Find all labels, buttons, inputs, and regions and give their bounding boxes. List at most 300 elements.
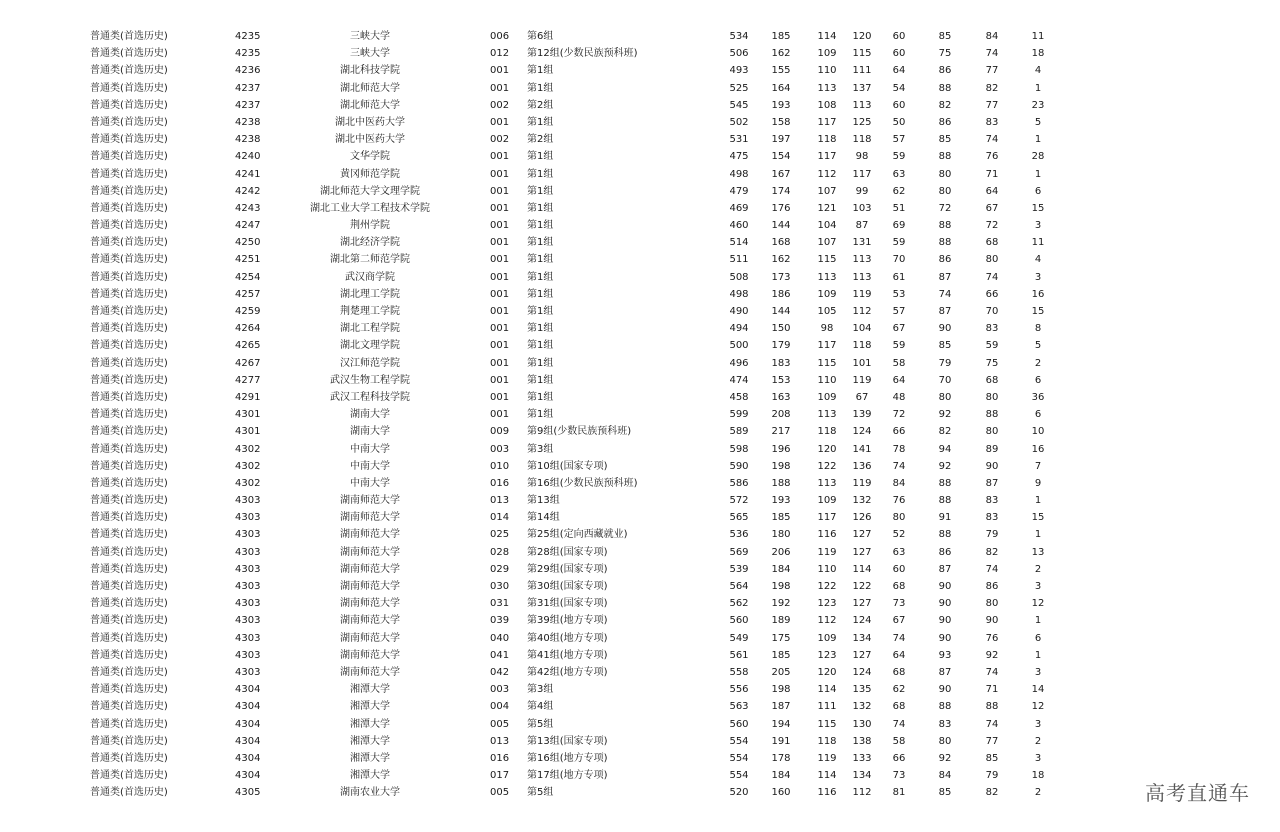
- score-cell: 107: [817, 237, 837, 249]
- score-cell: 198: [771, 581, 791, 592]
- table-row: [0, 183, 1280, 200]
- score-cell: 599: [729, 409, 749, 421]
- score-cell: 90: [938, 684, 952, 696]
- school-name-cell: 湖南师范大学: [340, 598, 400, 610]
- school-code-cell: 4303: [235, 666, 261, 678]
- score-cell: 117: [817, 116, 837, 128]
- score-cell: 176: [771, 202, 791, 214]
- score-cell: 68: [985, 374, 999, 386]
- school-code-cell: 4236: [235, 65, 261, 77]
- score-cell: 88: [938, 529, 952, 541]
- score-cell: 186: [771, 288, 791, 300]
- school-code-cell: 4301: [235, 426, 261, 438]
- score-cell: 82: [985, 546, 999, 558]
- score-cell: 586: [729, 477, 749, 489]
- count-cell: 8: [1034, 323, 1042, 335]
- score-cell: 119: [852, 477, 872, 489]
- table-row: [0, 97, 1280, 114]
- table-row: [0, 320, 1280, 337]
- score-cell: 111: [817, 701, 837, 713]
- score-cell: 126: [852, 512, 872, 524]
- score-cell: 493: [729, 65, 749, 77]
- group-code-cell: 013: [490, 735, 510, 747]
- table-row: [0, 767, 1280, 784]
- score-cell: 76: [985, 151, 999, 163]
- category-cell: 普通类(首选历史): [90, 202, 168, 214]
- group-name-cell: 第39组(地方专项): [527, 615, 608, 627]
- score-cell: 90: [938, 632, 952, 644]
- score-cell: 101: [852, 357, 872, 369]
- table-row: [0, 251, 1280, 268]
- score-cell: 120: [817, 666, 837, 678]
- score-cell: 88: [938, 701, 952, 713]
- score-cell: 162: [771, 254, 791, 266]
- score-cell: 75: [938, 48, 952, 60]
- school-name-cell: 湖南师范大学: [340, 546, 400, 558]
- count-cell: 2: [1034, 787, 1042, 799]
- school-name-cell: 中南大学: [350, 460, 390, 472]
- score-cell: 558: [729, 666, 749, 678]
- group-code-cell: 001: [490, 237, 510, 249]
- score-cell: 107: [817, 185, 837, 197]
- score-cell: 141: [852, 443, 872, 455]
- score-cell: 125: [852, 116, 872, 128]
- group-code-cell: 030: [490, 581, 510, 592]
- table-row: [0, 509, 1280, 526]
- score-cell: 121: [817, 202, 837, 214]
- score-cell: 120: [817, 443, 837, 455]
- score-cell: 58: [892, 735, 906, 747]
- school-name-cell: 湖南师范大学: [340, 632, 400, 644]
- score-cell: 531: [729, 134, 749, 146]
- score-cell: 86: [938, 254, 952, 266]
- group-name-cell: 第12组(少数民族预科班): [527, 48, 638, 60]
- table-row: [0, 561, 1280, 578]
- score-cell: 86: [938, 116, 952, 128]
- group-name-cell: 第4组: [527, 701, 554, 713]
- score-cell: 113: [852, 99, 872, 111]
- score-cell: 590: [729, 460, 749, 472]
- score-cell: 74: [985, 48, 999, 60]
- table-row: [0, 131, 1280, 148]
- table-row: [0, 526, 1280, 543]
- category-cell: 普通类(首选历史): [90, 116, 168, 128]
- school-code-cell: 4243: [235, 202, 261, 214]
- score-cell: 94: [938, 443, 952, 455]
- score-cell: 160: [771, 787, 791, 799]
- score-cell: 92: [938, 460, 952, 472]
- score-cell: 127: [852, 649, 872, 661]
- score-cell: 64: [892, 374, 906, 386]
- group-name-cell: 第10组(国家专项): [527, 460, 608, 472]
- count-cell: 13: [1031, 546, 1045, 558]
- group-code-cell: 001: [490, 340, 510, 352]
- group-code-cell: 001: [490, 185, 510, 197]
- category-cell: 普通类(首选历史): [90, 357, 168, 369]
- school-name-cell: 湖北文理学院: [340, 340, 400, 352]
- score-cell: 114: [852, 563, 872, 575]
- score-cell: 67: [892, 323, 906, 335]
- table-row: [0, 372, 1280, 389]
- school-code-cell: 4250: [235, 237, 261, 249]
- score-cell: 114: [817, 684, 837, 696]
- score-cell: 89: [985, 443, 999, 455]
- score-cell: 85: [985, 752, 999, 764]
- school-name-cell: 湖北师范大学: [340, 82, 400, 94]
- category-cell: 普通类(首选历史): [90, 306, 168, 317]
- count-cell: 9: [1034, 477, 1042, 489]
- category-cell: 普通类(首选历史): [90, 649, 168, 661]
- category-cell: 普通类(首选历史): [90, 529, 168, 541]
- count-cell: 16: [1031, 443, 1045, 455]
- score-cell: 498: [729, 168, 749, 180]
- score-cell: 58: [892, 357, 906, 369]
- school-name-cell: 湖南师范大学: [340, 615, 400, 627]
- count-cell: 14: [1031, 684, 1045, 696]
- group-name-cell: 第13组: [527, 495, 560, 507]
- score-cell: 565: [729, 512, 749, 524]
- score-cell: 564: [729, 581, 749, 592]
- school-code-cell: 4304: [235, 735, 261, 747]
- group-code-cell: 040: [490, 632, 510, 644]
- school-name-cell: 湖南师范大学: [340, 581, 400, 592]
- school-code-cell: 4304: [235, 684, 261, 696]
- table-row: [0, 148, 1280, 165]
- school-code-cell: 4303: [235, 529, 261, 541]
- score-cell: 561: [729, 649, 749, 661]
- group-code-cell: 001: [490, 323, 510, 335]
- category-cell: 普通类(首选历史): [90, 546, 168, 558]
- score-cell: 117: [817, 340, 837, 352]
- school-code-cell: 4251: [235, 254, 261, 266]
- school-code-cell: 4303: [235, 495, 261, 507]
- score-cell: 90: [938, 323, 952, 335]
- school-name-cell: 武汉工程科技学院: [330, 391, 410, 403]
- group-name-cell: 第1组: [527, 357, 554, 369]
- school-code-cell: 4304: [235, 770, 261, 782]
- score-cell: 67: [985, 202, 999, 214]
- score-cell: 197: [771, 134, 791, 146]
- score-cell: 80: [985, 598, 999, 610]
- count-cell: 3: [1034, 220, 1042, 232]
- score-cell: 132: [852, 495, 872, 507]
- table-row: [0, 681, 1280, 698]
- score-cell: 52: [892, 529, 906, 541]
- score-cell: 173: [771, 271, 791, 283]
- score-cell: 74: [892, 460, 906, 472]
- score-cell: 134: [852, 632, 872, 644]
- score-cell: 88: [938, 220, 952, 232]
- score-cell: 127: [852, 546, 872, 558]
- score-cell: 83: [985, 116, 999, 128]
- table-row: [0, 664, 1280, 681]
- school-code-cell: 4303: [235, 581, 261, 592]
- score-cell: 127: [852, 529, 872, 541]
- school-name-cell: 中南大学: [350, 477, 390, 489]
- group-code-cell: 009: [490, 426, 510, 438]
- score-cell: 80: [938, 168, 952, 180]
- count-cell: 1: [1034, 615, 1042, 627]
- count-cell: 15: [1031, 512, 1045, 524]
- table-row: [0, 62, 1280, 79]
- category-cell: 普通类(首选历史): [90, 443, 168, 455]
- school-name-cell: 武汉商学院: [345, 271, 395, 283]
- group-name-cell: 第1组: [527, 82, 554, 94]
- school-name-cell: 湘潭大学: [350, 684, 390, 696]
- score-cell: 80: [938, 391, 952, 403]
- score-cell: 192: [771, 598, 791, 610]
- count-cell: 1: [1034, 495, 1042, 507]
- count-cell: 1: [1034, 529, 1042, 541]
- group-code-cell: 001: [490, 357, 510, 369]
- school-code-cell: 4303: [235, 598, 261, 610]
- score-cell: 163: [771, 391, 791, 403]
- score-cell: 82: [938, 426, 952, 438]
- score-cell: 569: [729, 546, 749, 558]
- group-name-cell: 第2组: [527, 99, 554, 111]
- category-cell: 普通类(首选历史): [90, 82, 168, 94]
- score-cell: 549: [729, 632, 749, 644]
- score-cell: 80: [892, 512, 906, 524]
- score-cell: 525: [729, 82, 749, 94]
- score-cell: 80: [938, 735, 952, 747]
- group-name-cell: 第1组: [527, 168, 554, 180]
- score-cell: 60: [892, 48, 906, 60]
- score-cell: 498: [729, 288, 749, 300]
- score-cell: 103: [852, 202, 872, 214]
- table-row: [0, 234, 1280, 251]
- score-cell: 109: [817, 495, 837, 507]
- table-row: [0, 45, 1280, 62]
- score-cell: 91: [938, 512, 952, 524]
- score-cell: 500: [729, 340, 749, 352]
- score-cell: 72: [985, 220, 999, 232]
- table-row: [0, 28, 1280, 45]
- count-cell: 12: [1031, 701, 1045, 713]
- group-name-cell: 第1组: [527, 116, 554, 128]
- count-cell: 2: [1034, 357, 1042, 369]
- count-cell: 10: [1031, 426, 1045, 438]
- school-name-cell: 湖南师范大学: [340, 649, 400, 661]
- score-cell: 87: [855, 220, 869, 232]
- group-code-cell: 001: [490, 168, 510, 180]
- score-cell: 119: [817, 546, 837, 558]
- score-cell: 87: [938, 563, 952, 575]
- school-code-cell: 4235: [235, 31, 261, 42]
- table-row: [0, 286, 1280, 303]
- score-cell: 83: [985, 512, 999, 524]
- table-row: [0, 647, 1280, 664]
- score-cell: 208: [771, 409, 791, 421]
- score-cell: 198: [771, 684, 791, 696]
- score-cell: 60: [892, 563, 906, 575]
- category-cell: 普通类(首选历史): [90, 254, 168, 266]
- category-cell: 普通类(首选历史): [90, 168, 168, 180]
- score-cell: 193: [771, 99, 791, 111]
- score-cell: 136: [852, 460, 872, 472]
- group-code-cell: 001: [490, 151, 510, 163]
- score-cell: 184: [771, 563, 791, 575]
- score-cell: 134: [852, 770, 872, 782]
- score-cell: 474: [729, 374, 749, 386]
- score-cell: 520: [729, 787, 749, 799]
- category-cell: 普通类(首选历史): [90, 99, 168, 111]
- count-cell: 36: [1031, 391, 1045, 403]
- score-cell: 122: [852, 581, 872, 592]
- group-name-cell: 第3组: [527, 443, 554, 455]
- score-cell: 167: [771, 168, 791, 180]
- category-cell: 普通类(首选历史): [90, 460, 168, 472]
- school-code-cell: 4277: [235, 374, 261, 386]
- count-cell: 2: [1034, 563, 1042, 575]
- group-code-cell: 005: [490, 718, 510, 730]
- score-cell: 79: [985, 529, 999, 541]
- table-row: [0, 612, 1280, 629]
- table-row: [0, 303, 1280, 320]
- score-cell: 119: [852, 288, 872, 300]
- score-cell: 112: [817, 615, 837, 627]
- count-cell: 1: [1034, 82, 1042, 94]
- school-code-cell: 4267: [235, 357, 261, 369]
- group-name-cell: 第2组: [527, 134, 554, 146]
- score-cell: 114: [817, 31, 837, 42]
- table-row: [0, 166, 1280, 183]
- score-cell: 144: [771, 220, 791, 232]
- table-row: [0, 200, 1280, 217]
- score-cell: 139: [852, 409, 872, 421]
- score-cell: 110: [817, 374, 837, 386]
- score-cell: 124: [852, 426, 872, 438]
- watermark: 高考直通车: [1145, 781, 1250, 805]
- group-code-cell: 031: [490, 598, 510, 610]
- school-name-cell: 湖北经济学院: [340, 237, 400, 249]
- score-cell: 88: [938, 237, 952, 249]
- score-cell: 85: [938, 31, 952, 42]
- score-cell: 554: [729, 770, 749, 782]
- table-row: [0, 750, 1280, 767]
- school-name-cell: 湖北第二师范学院: [330, 254, 410, 266]
- score-cell: 88: [985, 701, 999, 713]
- score-cell: 122: [817, 581, 837, 592]
- group-name-cell: 第5组: [527, 718, 554, 730]
- category-cell: 普通类(首选历史): [90, 632, 168, 644]
- school-name-cell: 湖北师范大学文理学院: [320, 185, 420, 197]
- score-cell: 71: [985, 168, 999, 180]
- score-cell: 99: [855, 185, 869, 197]
- score-cell: 168: [771, 237, 791, 249]
- score-cell: 67: [855, 391, 869, 403]
- score-cell: 131: [852, 237, 872, 249]
- school-name-cell: 湖南大学: [350, 409, 390, 421]
- score-cell: 119: [817, 752, 837, 764]
- count-cell: 1: [1034, 649, 1042, 661]
- school-name-cell: 三峡大学: [350, 31, 390, 42]
- school-name-cell: 湖北中医药大学: [335, 134, 405, 146]
- score-cell: 124: [852, 615, 872, 627]
- group-code-cell: 003: [490, 684, 510, 696]
- score-cell: 598: [729, 443, 749, 455]
- score-cell: 194: [771, 718, 791, 730]
- score-cell: 184: [771, 770, 791, 782]
- score-cell: 115: [817, 357, 837, 369]
- school-name-cell: 湖南师范大学: [340, 512, 400, 524]
- category-cell: 普通类(首选历史): [90, 787, 168, 799]
- school-code-cell: 4291: [235, 391, 261, 403]
- score-cell: 185: [771, 649, 791, 661]
- table-row: [0, 269, 1280, 286]
- score-cell: 90: [985, 460, 999, 472]
- score-cell: 88: [938, 477, 952, 489]
- count-cell: 1: [1034, 134, 1042, 146]
- score-cell: 150: [771, 323, 791, 335]
- group-name-cell: 第40组(地方专项): [527, 632, 608, 644]
- group-code-cell: 001: [490, 271, 510, 283]
- school-name-cell: 湖南大学: [350, 426, 390, 438]
- school-name-cell: 湖北理工学院: [340, 288, 400, 300]
- category-cell: 普通类(首选历史): [90, 752, 168, 764]
- score-cell: 87: [938, 306, 952, 317]
- score-cell: 514: [729, 237, 749, 249]
- score-cell: 98: [855, 151, 869, 163]
- score-cell: 109: [817, 632, 837, 644]
- group-name-cell: 第1组: [527, 65, 554, 77]
- school-name-cell: 文华学院: [350, 151, 390, 163]
- score-cell: 50: [892, 116, 906, 128]
- score-cell: 80: [938, 185, 952, 197]
- score-cell: 86: [938, 546, 952, 558]
- count-cell: 3: [1034, 752, 1042, 764]
- category-cell: 普通类(首选历史): [90, 271, 168, 283]
- score-cell: 62: [892, 185, 906, 197]
- score-cell: 133: [852, 752, 872, 764]
- score-cell: 506: [729, 48, 749, 60]
- group-code-cell: 025: [490, 529, 510, 541]
- category-cell: 普通类(首选历史): [90, 598, 168, 610]
- score-cell: 490: [729, 306, 749, 317]
- score-cell: 92: [938, 409, 952, 421]
- score-cell: 196: [771, 443, 791, 455]
- category-cell: 普通类(首选历史): [90, 391, 168, 403]
- school-code-cell: 4302: [235, 477, 261, 489]
- school-name-cell: 湖北中医药大学: [335, 116, 405, 128]
- score-cell: 88: [938, 151, 952, 163]
- score-cell: 560: [729, 615, 749, 627]
- category-cell: 普通类(首选历史): [90, 581, 168, 592]
- school-name-cell: 中南大学: [350, 443, 390, 455]
- score-cell: 185: [771, 512, 791, 524]
- score-cell: 469: [729, 202, 749, 214]
- group-code-cell: 001: [490, 409, 510, 421]
- score-cell: 556: [729, 684, 749, 696]
- score-cell: 534: [729, 31, 749, 42]
- count-cell: 18: [1031, 48, 1045, 60]
- table-row: [0, 458, 1280, 475]
- score-cell: 104: [852, 323, 872, 335]
- school-code-cell: 4259: [235, 306, 261, 317]
- score-cell: 66: [892, 752, 906, 764]
- score-cell: 179: [771, 340, 791, 352]
- school-name-cell: 荆楚理工学院: [340, 306, 400, 317]
- table-row: [0, 441, 1280, 458]
- score-cell: 560: [729, 718, 749, 730]
- score-cell: 511: [729, 254, 749, 266]
- count-cell: 18: [1031, 770, 1045, 782]
- category-cell: 普通类(首选历史): [90, 65, 168, 77]
- score-cell: 85: [938, 134, 952, 146]
- group-code-cell: 013: [490, 495, 510, 507]
- group-code-cell: 001: [490, 65, 510, 77]
- group-name-cell: 第1组: [527, 288, 554, 300]
